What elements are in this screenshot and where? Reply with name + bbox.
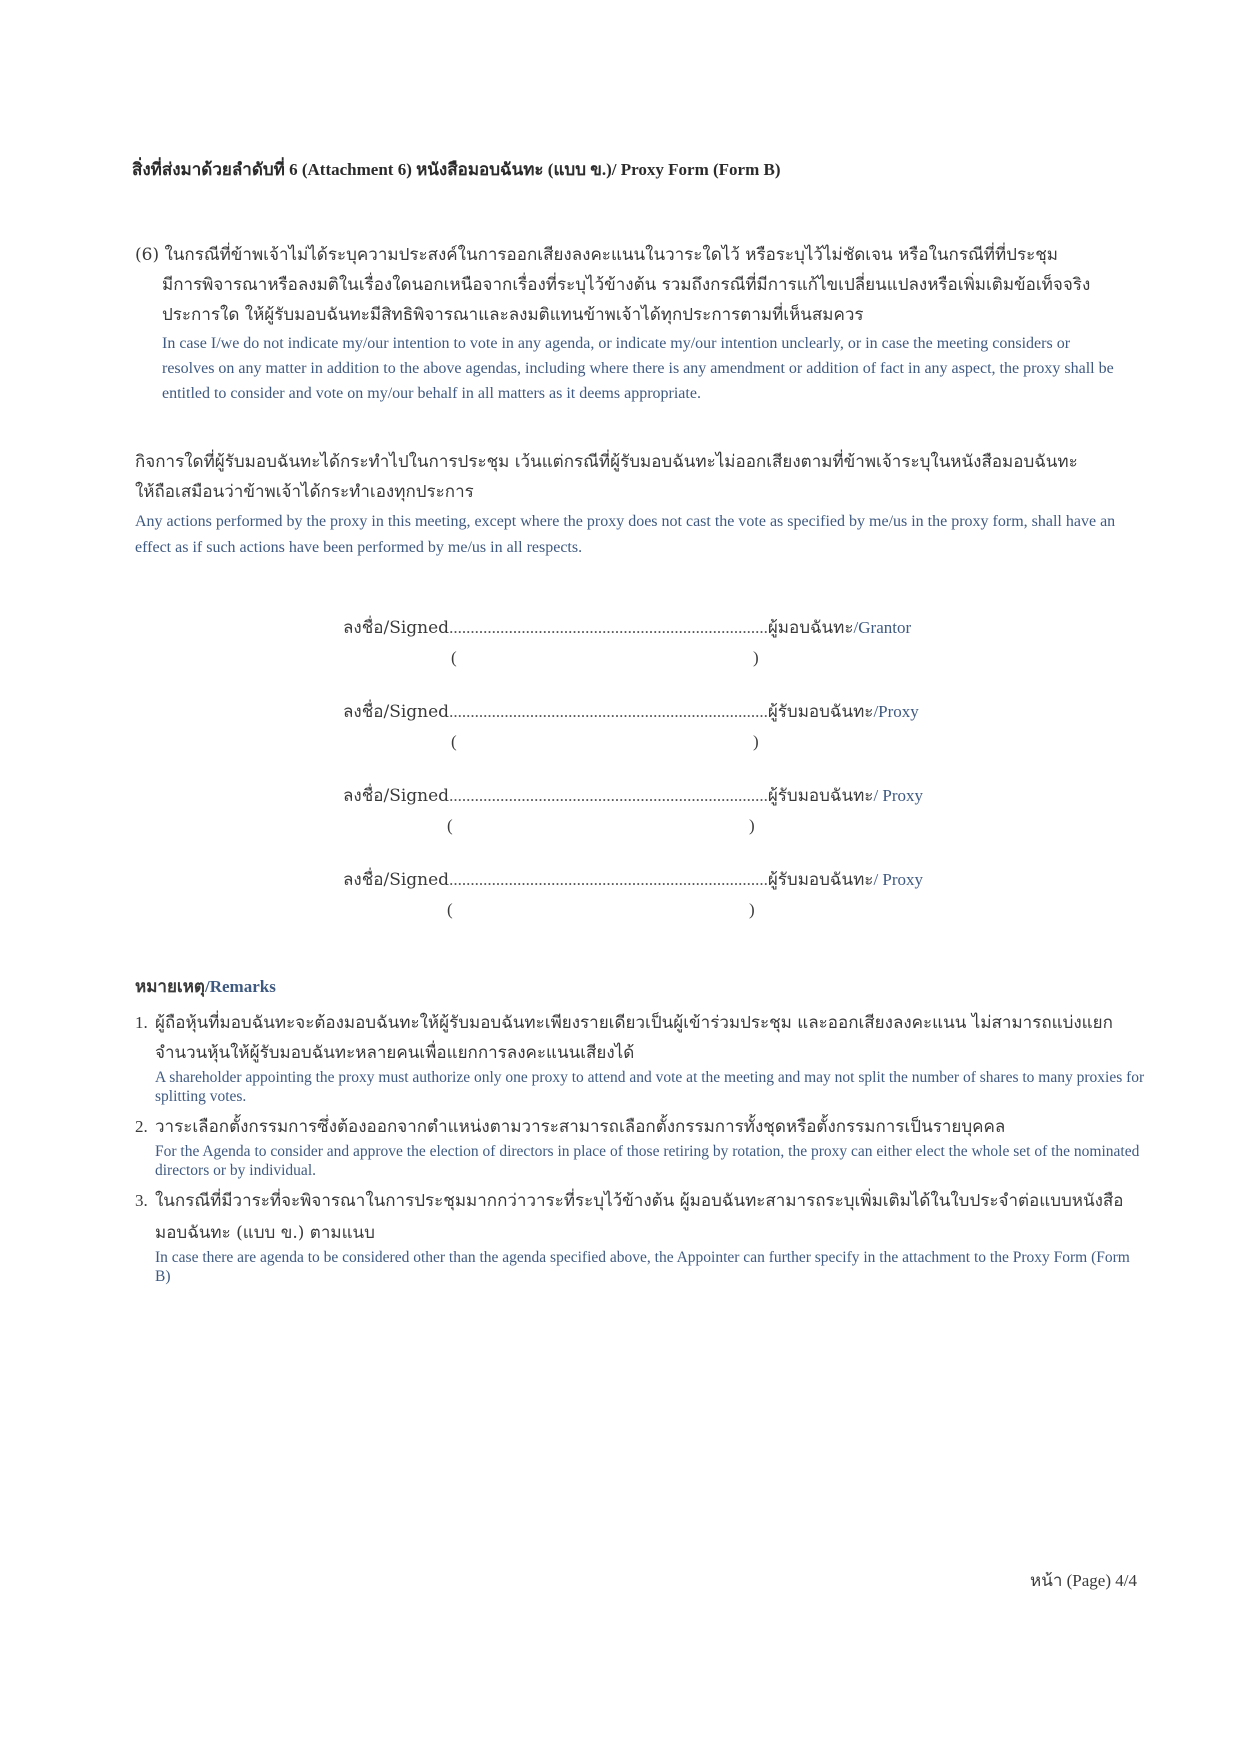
role-thai: ผู้รับมอบฉันทะ	[767, 870, 874, 890]
printed-name-field[interactable]	[343, 895, 983, 925]
role-thai: ผู้รับมอบฉันทะ	[767, 786, 874, 806]
clause-6-thai-line-3: ประการใด ให้ผู้รับมอบฉันทะมีสิทธิพิจารณาและลงมติแทนข้าพเจ้าได้ทุกประการตามที่เห็นสมควร	[162, 305, 864, 325]
remark-thai-line: จำนวนหุ้นให้ผู้รับมอบฉันทะหลายคนเพื่อแยกการลงคะแนนเสียงได้	[155, 1043, 635, 1063]
clause-6-thai-line-1: (6) ในกรณีที่ข้าพเจ้าไม่ได้ระบุความประสงค์ในการออกเสียงลงคะแนนในวาระใดไว้ หรือระบุไว้ไม่ชัดเจน หรือในกรณีที่ที่ประชุม	[135, 245, 1058, 265]
signature-block-grantor	[343, 613, 983, 673]
proxy-actions-paragraph	[135, 447, 1135, 561]
remarks-title-english: /Remarks	[204, 977, 276, 996]
remark-english: In case there are agenda to be considered other than the agenda specified above, the Appointer can further specify in the attachment to the Proxy Form (Form B)	[155, 1249, 1130, 1285]
signature-dots: ...........................................................................	[449, 870, 768, 889]
remark-english: A shareholder appointing the proxy must authorize only one proxy to attend and vote at the meeting and may not split the number of shares to many proxies for splitting votes.	[155, 1069, 1145, 1105]
signed-label: ลงชื่อ/Signed	[343, 786, 450, 806]
signature-line[interactable]	[343, 781, 983, 811]
actions-thai-line-1: กิจการใดที่ผู้รับมอบฉันทะได้กระทำไปในการประชุม เว้นแต่กรณีที่ผู้รับมอบฉันทะไม่ออกเสียงตามที่ข้าพเจ้าระบุในหนังสือมอบฉันทะ	[135, 452, 1078, 472]
remark-thai-line: ผู้ถือหุ้นที่มอบฉันทะจะต้องมอบฉันทะให้ผู้รับมอบฉันทะเพียงรายเดียวเป็นผู้เข้าร่วมประชุม และออกเสียงลงคะแนน ไม่สามารถแบ่งแยก	[155, 1013, 1113, 1033]
signed-label: ลงชื่อ/Signed	[343, 870, 450, 890]
remark-thai-line: มอบฉันทะ (แบบ ข.) ตามแนบ	[155, 1223, 375, 1243]
signature-line[interactable]	[343, 865, 983, 895]
signature-dots: ...........................................................................	[449, 618, 768, 637]
printed-name-field[interactable]	[343, 727, 983, 757]
remark-english: For the Agenda to consider and approve the election of directors in place of those retiring by rotation, the proxy can either elect the whole set of the nominated directors or by individual.	[155, 1143, 1140, 1179]
role-thai: ผู้มอบฉันทะ	[767, 618, 854, 638]
clause-6	[135, 240, 1115, 406]
signature-block-proxy-3	[343, 865, 983, 925]
role-thai: ผู้รับมอบฉันทะ	[767, 702, 874, 722]
open-paren: (	[451, 732, 457, 751]
remark-number: 1.	[135, 1013, 148, 1032]
printed-name-field[interactable]	[343, 643, 983, 673]
signed-label: ลงชื่อ/Signed	[343, 702, 450, 722]
actions-english: Any actions performed by the proxy in this meeting, except where the proxy does not cast the vote as specified by me/us in the proxy form, shall have an effect as if such actions have been performed by me/us in all respects.	[135, 513, 1116, 556]
remark-thai-line: วาระเลือกตั้งกรรมการซึ่งต้องออกจากตำแหน่งตามวาระสามารถเลือกตั้งกรรมการทั้งชุดหรือตั้งกรรมการเป็นรายบุคคล	[155, 1117, 1006, 1137]
printed-name-field[interactable]	[343, 811, 983, 841]
role-english: / Proxy	[873, 786, 924, 805]
role-english: / Proxy	[873, 870, 924, 889]
open-paren: (	[447, 816, 453, 835]
remark-number: 2.	[135, 1117, 148, 1136]
page-title: สิ่งที่ส่งมาด้วยลำดับที่ 6 (Attachment 6) หนังสือมอบฉันทะ (แบบ ข.)/ Proxy Form (Form B)	[132, 160, 781, 179]
clause-6-thai-line-2: มีการพิจารณาหรือลงมติในเรื่องใดนอกเหนือจากเรื่องที่ระบุไว้ข้างต้น รวมถึงกรณีที่มีการแก้ไขเปลี่ยนแปลงหรือเพิ่มเติมข้อเท็จจริง	[162, 275, 1091, 295]
signature-dots: ...........................................................................	[449, 786, 768, 805]
remark-number: 3.	[135, 1191, 148, 1210]
remark-item-1	[135, 1008, 1145, 1106]
remark-item-3	[135, 1186, 1145, 1286]
close-paren: )	[749, 900, 755, 919]
close-paren: )	[753, 732, 759, 751]
close-paren: )	[749, 816, 755, 835]
close-paren: )	[753, 648, 759, 667]
clause-6-english: In case I/we do not indicate my/our intention to vote in any agenda, or indicate my/our intention unclearly, or in case the meeting considers or resolves on any matter in addition to the above agendas, including where there is any amendment or addition of fact in any aspect, the proxy shall be entitled to consider and vote on my/our behalf in all matters as it deems appropriate.	[162, 335, 1114, 402]
role-english: /Proxy	[873, 702, 919, 721]
open-paren: (	[447, 900, 453, 919]
remark-thai-line: ในกรณีที่มีวาระที่จะพิจารณาในการประชุมมากกว่าวาระที่ระบุไว้ข้างต้น ผู้มอบฉันทะสามารถระบุเพิ่มเติมได้ในใบประจำต่อแบบหนังสือ	[155, 1191, 1124, 1211]
signed-label: ลงชื่อ/Signed	[343, 618, 450, 638]
signature-line[interactable]	[343, 613, 983, 643]
signature-dots: ...........................................................................	[449, 702, 768, 721]
remarks-title	[135, 973, 276, 1000]
remarks-title-thai: หมายเหตุ	[135, 977, 205, 997]
remark-item-2	[135, 1112, 1145, 1180]
signature-block-proxy-2	[343, 781, 983, 841]
signature-block-proxy-1	[343, 697, 983, 757]
role-english: /Grantor	[853, 618, 912, 637]
open-paren: (	[451, 648, 457, 667]
actions-thai-line-2: ให้ถือเสมือนว่าข้าพเจ้าได้กระทำเองทุกประการ	[135, 482, 474, 502]
page-number: หน้า (Page) 4/4	[1030, 1571, 1137, 1590]
signature-line[interactable]	[343, 697, 983, 727]
